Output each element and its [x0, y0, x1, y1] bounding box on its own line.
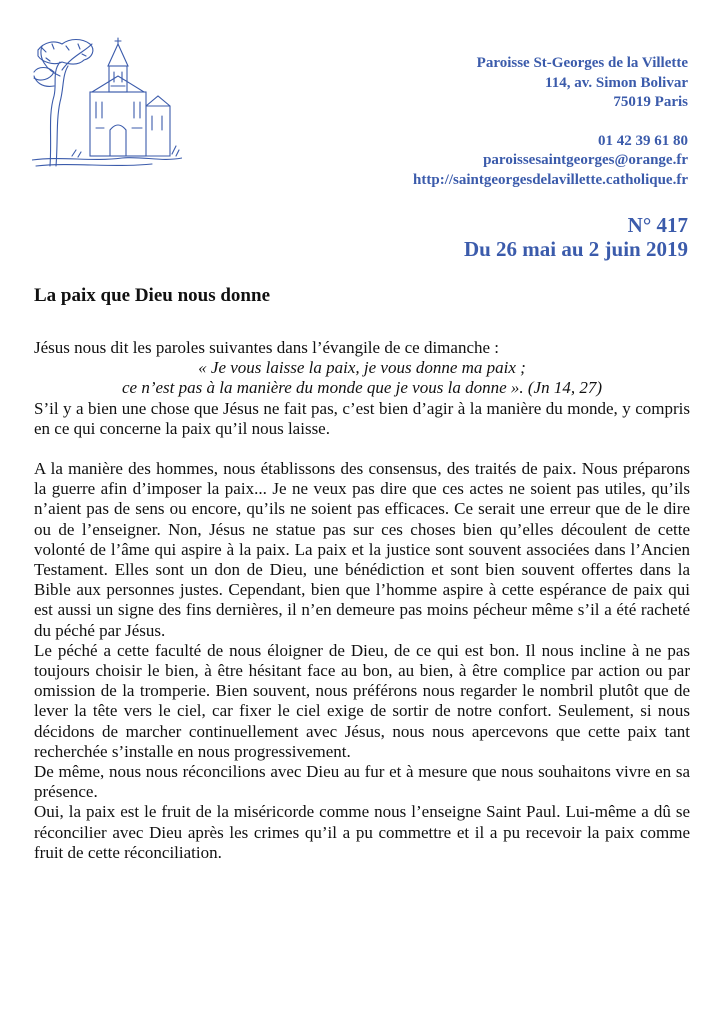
issue-dates: Du 26 mai au 2 juin 2019: [463, 237, 688, 261]
paragraph-2: A la manière des hommes, nous établissons des consensus, des traités de paix. Nous préparons la guerre afin d’imposer la paix... Je ne veux pas dire que ces actes ne soient pas utiles, qu’ils n’aient pas de sens ou encore, qu’ils ne soient pas efficaces. Ce serait une erreur que de le dire ou de l’enseigner. Non, Jésus ne statue pas sur ces choses bien qu’elles découlent de cette volonté de l’âme qui aspire à la paix. La paix et la justice sont souvent associées dans l’Ancien Testament. Elles sont un don de Dieu, une bénédiction et sont bien souvent offertes dans la Bible aux personnes justes. Cependant, bien que l’homme aspire à cette espérance de paix qui est aussi un signe des fins dernières, il n’en demeure pas moins pécheur même s’il a été racheté du péché par Jésus.: [34, 459, 690, 640]
article-intro: Jésus nous dit les paroles suivantes dans l’évangile de ce dimanche :: [34, 338, 500, 357]
parish-email[interactable]: paroissesaintgeorges@orange.fr: [483, 152, 688, 168]
church-drawing-logo: [32, 36, 182, 171]
gospel-quote-line-1: « Je vous laisse la paix, je vous donne ma paix ;: [198, 358, 526, 378]
article-body: [34, 338, 690, 863]
paragraph-1: S’il y a bien une chose que Jésus ne fait pas, c’est bien d’agir à la manière du monde, y compris en ce qui concerne la paix qu’il nous laisse.: [34, 398, 690, 438]
issue-number: N° 417: [627, 213, 688, 237]
paragraph-4: De même, nous nous réconcilions avec Dieu au fur et à mesure que nous souhaitons vivre en sa présence.: [34, 762, 690, 802]
issue-info: [464, 213, 688, 261]
parish-city: 75019 Paris: [613, 94, 688, 110]
gospel-quote-line-2: ce n’est pas à la manière du monde que je vous la donne ». (Jn 14, 27): [122, 378, 602, 398]
article-title: La paix que Dieu nous donne: [34, 285, 270, 306]
parish-phone: 01 42 39 61 80: [598, 132, 688, 149]
parish-website[interactable]: http://saintgeorgesdelavillette.catholique.fr: [413, 171, 688, 188]
parish-contact-header: [413, 54, 688, 190]
paragraph-3: Le péché a cette faculté de nous éloigner de Dieu, de ce qui est bon. Il nous incline à ne pas toujours choisir le bien, à être hésitant face au bon, au bien, à être complice par action ou par omission de la tromperie. Bien souvent, nous préférons nous regarder le nombril plutôt que de lever la tête vers le ciel, car fixer le ciel exige de sortir de notre confort. Seulement, si nous décidons de marcher continuellement avec Jésus, nous nous apercevons que cette paix tant recherchée s’installe en nous progressivement.: [34, 640, 690, 761]
parish-name: Paroisse St-Georges de la Villette: [476, 55, 688, 71]
parish-address: 114, av. Simon Bolivar: [545, 74, 688, 91]
paragraph-5: Oui, la paix est le fruit de la miséricorde comme nous l’enseigne Saint Paul. Lui-même a dû se réconcilier avec Dieu après les crimes qu’il a pu commettre et il a pu recevoir la paix comme fruit de cette réconciliation.: [34, 802, 690, 862]
